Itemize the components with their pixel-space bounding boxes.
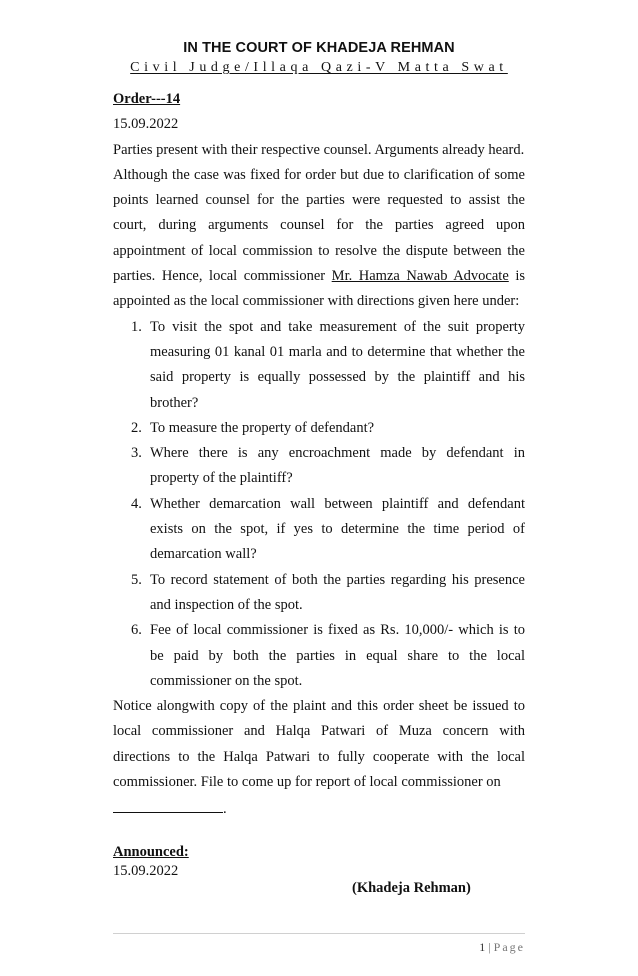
directions-list: [113, 315, 525, 694]
judge-designation: Civil Judge/Illaqa Qazi-V Matta Swat: [130, 60, 508, 75]
blank-date-line: [113, 795, 525, 822]
direction-item: [131, 441, 525, 492]
direction-item: [131, 568, 525, 619]
direction-item: [131, 492, 525, 568]
judge-signature: (Khadeja Rehman): [352, 880, 471, 896]
paragraph-appointment-text: Although the case was fixed for order but due to clarification of some points learned counsel for the parties were requested to assist the court, during arguments counsel for the parties agreed upon appointment of local commission to resolve the dispute between the parties. Hence, local commissioner: [113, 166, 525, 285]
blank-line: [113, 795, 223, 813]
paragraph-attendance: Parties present with their respective counsel. Arguments already heard.: [113, 141, 525, 158]
announced-block: [113, 843, 189, 881]
direction-item: [131, 416, 525, 441]
paragraph-notice: Notice alongwith copy of the plaint and this order sheet be issued to local commissioner and Halqa Patwari of Muza concern with directions to the Halqa Patwari to fully cooperate with the local commissioner. File to come up for report of local commissioner on: [113, 698, 525, 791]
announced-date: 15.09.2022: [113, 863, 179, 879]
direction-number: 4.: [131, 495, 142, 512]
order-date: 15.09.2022: [113, 116, 179, 133]
direction-text: To measure the property of defendant?: [150, 419, 375, 436]
order-title: [113, 87, 525, 112]
order-number: Order---14: [113, 91, 181, 107]
direction-text: To record statement of both the parties regarding his presence and inspection of the spot.: [150, 571, 525, 613]
page-footer: [479, 940, 525, 955]
direction-number: 3.: [131, 445, 142, 462]
direction-number: 6.: [131, 622, 142, 639]
commissioner-name: Mr. Hamza Nawab Advocate: [331, 268, 509, 285]
footer-separator: |: [488, 940, 491, 954]
announced-label: Announced:: [113, 844, 189, 860]
direction-item: [131, 315, 525, 416]
direction-number: 1.: [131, 318, 142, 335]
direction-number: 5.: [131, 571, 142, 588]
footer-divider: [113, 933, 525, 934]
blank-line-period: .: [223, 801, 227, 818]
page-label: Page: [493, 940, 525, 954]
direction-item: [131, 618, 525, 694]
page-number: 1: [479, 940, 486, 954]
court-title: IN THE COURT OF KHADEJA REHMAN: [183, 40, 455, 56]
direction-text: Fee of local commissioner is fixed as Rs. 10,000/- which is to be paid by both the parties in equal share to the local commissioner on the spot.: [150, 622, 525, 689]
direction-text: Where there is any encroachment made by defendant in property of the plaintiff?: [150, 445, 525, 487]
order-body: [113, 87, 525, 823]
paragraph-appointment: [113, 163, 525, 315]
direction-text: To visit the spot and take measurement of the suit property measuring 01 kanal 01 marla and to determine that whether the said property is equally possessed by the plaintiff and his brother?: [150, 318, 525, 411]
paragraph-appointment-end: is appointed as the local commissioner with directions given here under:: [113, 268, 525, 310]
direction-number: 2.: [131, 419, 142, 436]
direction-text: Whether demarcation wall between plaintiff and defendant exists on the spot, if yes to determine the time period of demarcation wall?: [150, 495, 525, 563]
